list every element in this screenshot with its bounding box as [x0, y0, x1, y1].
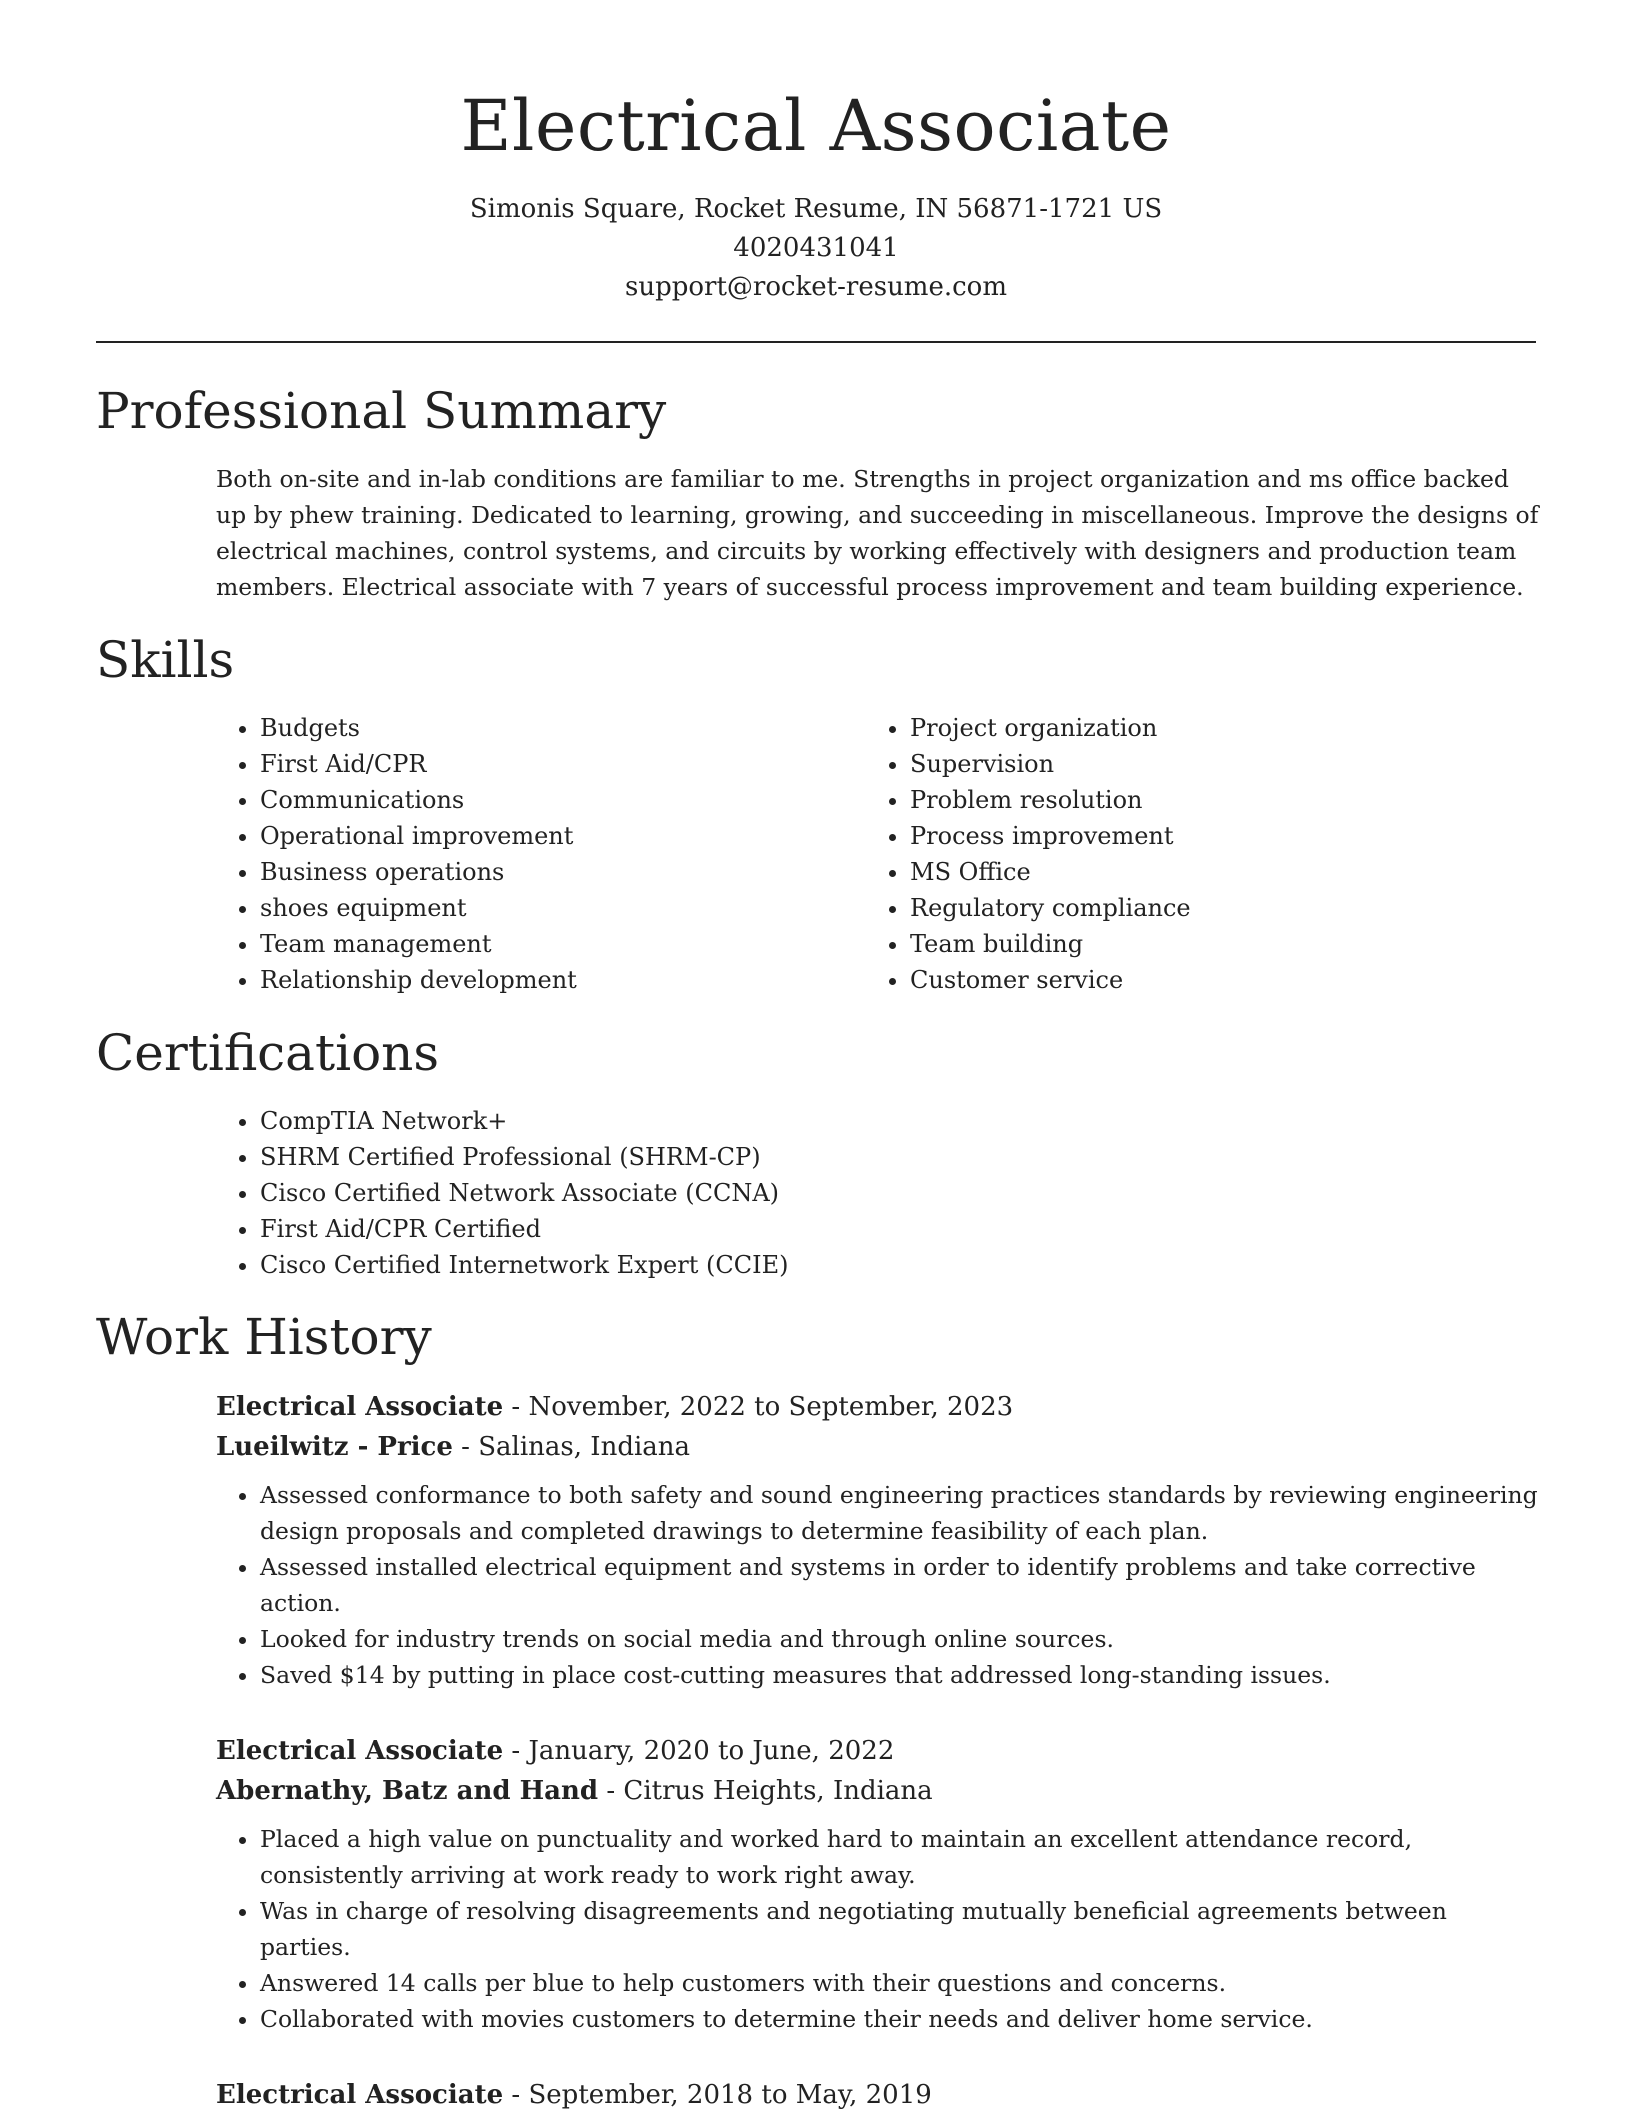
contact-block	[96, 190, 1536, 307]
job-title-line	[216, 1387, 1541, 1427]
skill-item: • Problem resolution	[910, 782, 1191, 818]
certifications-list	[216, 1103, 788, 1283]
job-bullets	[216, 1477, 1541, 1693]
skill-item: • Relationship development	[260, 962, 577, 998]
certifications-heading: Certifications	[96, 1024, 440, 1082]
skill-item: • First Aid/CPR	[260, 746, 577, 782]
skill-item: • Business operations	[260, 854, 577, 890]
contact-email: support@rocket-resume.com	[624, 272, 1007, 302]
job-company-line	[216, 1771, 1541, 1811]
job-company: Abernathy, Batz and Hand	[216, 1776, 599, 1806]
certification-item: • SHRM Certified Professional (SHRM-CP)	[260, 1139, 788, 1175]
skills-list-left	[216, 710, 577, 998]
skills-column-right	[866, 710, 1191, 998]
certification-item: • Cisco Certified Internetwork Expert (CCIE)	[260, 1247, 788, 1283]
header-divider	[96, 341, 1536, 343]
certification-item: • Cisco Certified Network Associate (CCNA)	[260, 1175, 788, 1211]
job-role: Electrical Associate	[216, 2080, 504, 2110]
skill-item: • Customer service	[910, 962, 1191, 998]
job-role: Electrical Associate	[216, 1392, 504, 1422]
skills-heading: Skills	[96, 631, 235, 689]
job-dates: - September, 2018 to May, 2019	[503, 2080, 932, 2110]
job-bullet: • Was in charge of resolving disagreements and negotiating mutually beneficial agreements between parties.	[260, 1893, 1541, 1965]
job-bullet: • Answered 14 calls per blue to help customers with their questions and concerns.	[260, 1965, 1541, 2001]
job-location: - Salinas, Indiana	[452, 1432, 691, 1462]
skills-column-left	[216, 710, 577, 998]
summary-text: Both on-site and in-lab conditions are familiar to me. Strengths in project organization and ms office backed up by phew training. Dedicated to learning, growing, and succeeding in miscellaneous. Improve the designs of electrical machines, control systems, and circuits by working effectively with designers and production team members. Electrical associate with 7 years of successful process improvement and team building experience.	[216, 465, 1539, 601]
job-bullets	[216, 1821, 1541, 2037]
resume-name: Electrical Associate	[460, 85, 1172, 167]
contact-address: Simonis Square, Rocket Resume, IN 56871-1721 US	[469, 194, 1163, 224]
job-bullet: • Saved $14 by putting in place cost-cutting measures that addressed long-standing issues.	[260, 1657, 1541, 1693]
skill-item: • Project organization	[910, 710, 1191, 746]
job-entry	[216, 1731, 1541, 2037]
job-company-line	[216, 1427, 1541, 1467]
skill-item: • Team building	[910, 926, 1191, 962]
job-company: Lueilwitz - Price	[216, 1432, 453, 1462]
skill-item: • Team management	[260, 926, 577, 962]
job-title-line	[216, 1731, 1541, 1771]
skill-item: • Budgets	[260, 710, 577, 746]
skill-item: • shoes equipment	[260, 890, 577, 926]
work-history-heading: Work History	[96, 1308, 432, 1366]
job-title-line	[216, 2075, 1541, 2115]
job-role: Electrical Associate	[216, 1736, 504, 1766]
certifications-block	[216, 1103, 788, 1283]
job-bullet: • Looked for industry trends on social media and through online sources.	[260, 1621, 1541, 1657]
job-bullet: • Assessed installed electrical equipment and systems in order to identify problems and take corrective action.	[260, 1549, 1541, 1621]
job-entry	[216, 1387, 1541, 1693]
certification-item: • First Aid/CPR Certified	[260, 1211, 788, 1247]
skill-item: • Regulatory compliance	[910, 890, 1191, 926]
job-bullet: • Collaborated with movies customers to determine their needs and deliver home service.	[260, 2001, 1541, 2037]
skill-item: • Communications	[260, 782, 577, 818]
job-dates: - November, 2022 to September, 2023	[503, 1392, 1014, 1422]
job-dates: - January, 2020 to June, 2022	[503, 1736, 895, 1766]
job-bullet: • Assessed conformance to both safety and sound engineering practices standards by reviewing engineering design proposals and completed drawings to determine feasibility of each plan.	[260, 1477, 1541, 1549]
skill-item: • Operational improvement	[260, 818, 577, 854]
contact-phone: 4020431041	[733, 233, 899, 263]
skill-item: • MS Office	[910, 854, 1191, 890]
summary-heading: Professional Summary	[96, 382, 667, 440]
skills-list-right	[866, 710, 1191, 998]
skill-item: • Supervision	[910, 746, 1191, 782]
job-bullet: • Placed a high value on punctuality and worked hard to maintain an excellent attendance record, consistently arriving at work ready to work right away.	[260, 1821, 1541, 1893]
job-location: - Citrus Heights, Indiana	[598, 1776, 933, 1806]
job-entry	[216, 2075, 1541, 2115]
certification-item: • CompTIA Network+	[260, 1103, 788, 1139]
skill-item: • Process improvement	[910, 818, 1191, 854]
